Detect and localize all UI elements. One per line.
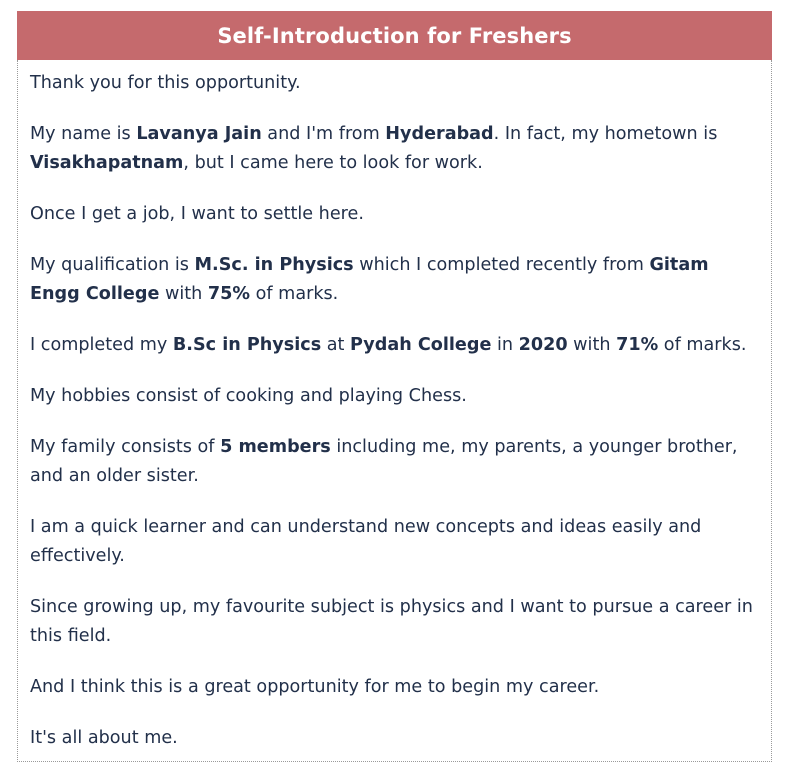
- paragraph-text: It's all about me.: [30, 728, 178, 748]
- paragraph-text: of marks.: [658, 335, 747, 355]
- paragraph-text: in: [491, 335, 519, 355]
- highlight-hometown: Visakhapatnam: [30, 153, 184, 173]
- paragraph-text: My qualification is: [30, 255, 195, 275]
- card-header: [17, 11, 772, 60]
- paragraph-text: I completed my: [30, 335, 173, 355]
- paragraph-text: at: [321, 335, 351, 355]
- paragraph-career-interest: [30, 593, 759, 651]
- paragraph-text: with: [159, 284, 208, 304]
- paragraph-opportunity: [30, 673, 759, 702]
- paragraph-text: . In fact, my hometown is: [493, 124, 718, 144]
- highlight-degree: B.Sc in Physics: [172, 335, 322, 355]
- highlight-percentage: 75%: [207, 284, 251, 304]
- paragraph-text: And I think this is a great opportunity for me to begin my career.: [30, 677, 600, 697]
- highlight-city: Hyderabad: [385, 124, 494, 144]
- paragraph-text: Thank you for this opportunity.: [30, 73, 301, 93]
- paragraph-settle: [30, 200, 759, 229]
- highlight-family-size: 5 members: [220, 437, 331, 457]
- paragraph-hobbies: [30, 382, 759, 411]
- highlight-name: Lavanya Jain: [136, 124, 262, 144]
- paragraph-text: I am a quick learner and can understand new concepts and ideas easily and effectively.: [30, 517, 702, 566]
- paragraph-text: which I completed recently from: [353, 255, 650, 275]
- paragraph-text: Once I get a job, I want to settle here.: [30, 204, 364, 224]
- paragraph-text: including me, my parents, a younger brother, and an older sister.: [30, 437, 738, 486]
- paragraph-bachelors: [30, 331, 759, 360]
- paragraph-learner: [30, 513, 759, 571]
- highlight-percentage: 71%: [616, 335, 659, 355]
- paragraph-text: with: [567, 335, 617, 355]
- paragraph-qualification: [30, 251, 759, 309]
- paragraph-closing: [30, 724, 759, 753]
- highlight-degree: M.Sc. in Physics: [194, 255, 354, 275]
- card-title: Self-Introduction for Freshers: [217, 23, 572, 48]
- paragraph-text: of marks.: [250, 284, 339, 304]
- highlight-college: Pydah College: [350, 335, 492, 355]
- self-introduction-card: [17, 11, 772, 762]
- paragraph-text: and I'm from: [261, 124, 386, 144]
- paragraph-family: [30, 433, 759, 491]
- paragraph-text: My name is: [30, 124, 137, 144]
- highlight-college: Gitam Engg College: [30, 255, 709, 304]
- highlight-year: 2020: [518, 335, 568, 355]
- paragraph-name-location: [30, 120, 759, 178]
- paragraph-text: My hobbies consist of cooking and playing Chess.: [30, 386, 467, 406]
- paragraph-text: , but I came here to look for work.: [183, 153, 483, 173]
- paragraph-text: My family consists of: [30, 437, 221, 457]
- paragraph-text: Since growing up, my favourite subject is physics and I want to pursue a career in this field.: [30, 597, 753, 646]
- paragraph-thanks: [30, 69, 759, 98]
- card-body: [17, 60, 772, 762]
